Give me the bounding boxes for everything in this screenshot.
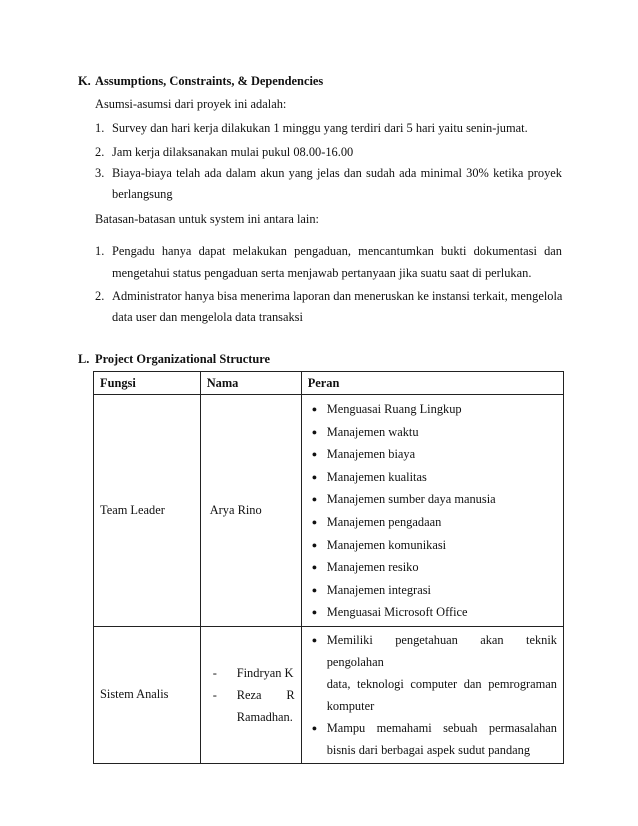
list-item [302,398,563,421]
section-k-letter: K. [78,74,91,88]
list-item [302,579,563,602]
table-header-row [94,372,564,395]
cell-nama: Arya Rino [200,395,301,627]
cell-peran [301,626,563,763]
header-peran: Peran [301,372,563,395]
bullet-icon: ● [311,404,318,414]
header-fungsi: Fungsi [94,372,201,395]
role-text: data, teknologi computer dan pemrograman [326,676,557,691]
section-k-heading [78,74,323,89]
bullet-icon: ● [311,634,318,645]
list-item [213,662,295,684]
role-text: Manajemen waktu [326,424,419,439]
bullet-icon: ● [311,607,318,618]
list-item [302,443,563,466]
section-l-letter: L. [78,352,90,366]
table-row [94,395,564,627]
list-item [213,684,295,728]
assumption-3-line1: Biaya-biaya telah ada dalam akun yang jelas dan sudah ada minimal 30% ketika proyek [112,166,562,180]
constraints-intro: Batasan-batasan untuk system ini antara lain: [95,212,319,226]
bullet-icon: ● [311,562,318,573]
bullet-icon: ● [311,494,318,505]
bullet-icon: ● [311,449,318,460]
list-item [302,421,563,444]
bullet-icon: ● [311,539,318,550]
cell-nama [200,626,301,763]
role-list [302,627,563,763]
assumption-1-text: Survey dan hari kerja dilakukan 1 minggu yang terdiri dari 5 hari yaitu senin-jumat. [112,121,528,135]
table-row [94,626,564,763]
list-item [302,488,563,511]
role-text: Manajemen resiko [326,560,419,575]
name-text: Ramadhan. [236,709,293,724]
role-text: Mampu memahami sebuah permasalahan [326,720,557,735]
list-item [302,466,563,489]
cell-fungsi: Team Leader [94,395,201,627]
bullet-icon: ● [311,516,318,527]
role-text: Memiliki pengetahuan akan teknik pengolahan [326,632,557,669]
section-l-heading [78,352,270,367]
dash-icon: - [212,665,217,680]
assumptions-intro: Asumsi-asumsi dari proyek ini adalah: [95,97,287,111]
section-l-title: Project Organizational Structure [95,352,271,366]
bullet-icon: ● [311,471,318,482]
bullet-icon: ● [311,722,318,733]
role-text: komputer [326,698,375,713]
dash-icon: - [212,687,217,702]
assumption-1-number: 1. [95,121,105,135]
list-item [302,629,563,717]
role-text: Manajemen komunikasi [326,537,447,552]
assumption-2-text: Jam kerja dilaksanakan mulai pukul 08.00-16.00 [112,145,354,159]
assumption-2-number: 2. [95,145,105,159]
role-text: Menguasai Microsoft Office [326,605,468,620]
role-text: Manajemen integrasi [326,582,431,597]
role-text: Manajemen biaya [326,447,416,462]
list-item [302,511,563,534]
name-list [201,662,301,728]
role-text: Manajemen kualitas [326,469,427,484]
section-k-title: Assumptions, Constraints, & Dependencies [95,74,324,88]
header-nama: Nama [200,372,301,395]
role-text: Manajemen pengadaan [326,514,442,529]
bullet-icon: ● [311,584,318,595]
constraint-2-line2: data user dan mengelola data transaksi [112,310,303,324]
org-structure-table [93,371,564,764]
constraint-2-number: 2. [95,289,105,303]
constraint-1-number: 1. [95,244,105,258]
list-item [302,534,563,557]
bullet-icon: ● [311,426,318,437]
constraint-1-line1: Pengadu hanya dapat melakukan pengaduan, mencantumkan bukti dokumentasi dan [112,244,562,258]
list-item [302,556,563,579]
assumption-3-line2: berlangsung [112,187,173,201]
assumption-3-number: 3. [95,166,105,180]
name-text: Findryan K [236,665,294,680]
cell-fungsi: Sistem Analis [94,626,201,763]
role-text: Menguasai Ruang Lingkup [326,402,462,416]
role-list [302,395,563,626]
name-text: Reza R [236,687,295,702]
role-text: Manajemen sumber daya manusia [326,492,496,507]
list-item [302,717,563,761]
list-item [302,601,563,624]
constraint-2-line1: Administrator hanya bisa menerima laporan dan meneruskan ke instansi terkait, mengelola [112,289,563,303]
constraint-1-line2: mengetahui status pengaduan serta menjawab pertanyaan jika suatu saat di perlukan. [112,266,532,280]
cell-peran [301,395,563,627]
role-text: bisnis dari berbagai aspek sudut pandang [326,742,531,757]
